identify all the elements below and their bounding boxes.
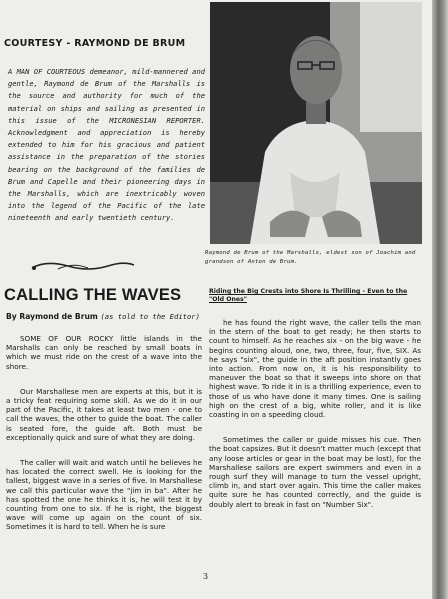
page-binding-edge [432,0,448,599]
page-number: 3 [203,572,209,581]
courtesy-heading: COURTESY - RAYMOND DE BRUM [4,38,186,49]
intro-paragraph: A MAN OF COURTEOUS demeanor, mild-mannered and gentle, Raymond de Brum of the Marshalls is the source and authority for much of the material on ships and sailing as presented in this issue of the MICRONESIAN REPORTER. Acknowledgment and appreciation is hereby extended to him for his gracious and patient assistance in the preparation of the stories bearing on the background of the families de Brum and Capelle and their pioneering days in the Marshalls, which are inextricably woven into the legend of the Pacific of the late nineteenth and early twentieth century. [8,67,205,223]
article-headline: CALLING THE WAVES [4,286,182,304]
portrait-photo [210,2,422,244]
paragraph: The caller will wait and watch until he believes he has located the correct swell. He is looking for the tallest, biggest wave in a series of five. In Marshallese we call this particular wave the "jim in ba". After he has spotted the one he thinks it is, he will test it by counting from one to six. If he is right, the biggest wave will come up again on the count of six. Sometimes it is hard to tell. When he is sure [6,458,202,532]
byline-note: (as told to the Editor) [100,312,200,321]
paragraph: SOME OF OUR ROCKY little islands in the Marshalls can only be reached by small boats in which we must ride on the crest of a wave into the shore. [6,334,202,371]
section-subhead: Riding the Big Crests into Shore Is Thrilling - Even to the "Old Ones" [209,288,408,303]
portrait-illustration [210,2,422,244]
paragraph: Our Marshallese men are experts at this, but it is a tricky feat requiring some skill. As we do it in our part of the Pacific, it takes at least two men - one to call the waves, the other to guide the boat. The caller is seated fore, the guide aft. Both must be exceptionally quick and sure of what they are doing. [6,386,202,442]
paragraph: he has found the right wave, the caller tells the man in the stern of the boat to get ready; he then starts to count to himself. As he reaches six - on the big wave - he begins counting aloud, one, two, three, four, five, SIX. As he says "six", the guide in the aft position instantly goes into action. From now on, it is his responsibility to maneuver the boat so that it sweeps into shore on that highest wave. To ride it in is a thrilling experience, even to those of us who have done it many times. One is sailing high on the crest of a big, white roller, and it is like coasting in on a speeding cloud. [209,318,421,420]
byline-author: By Raymond de Brum [6,312,98,321]
wave-ornament-icon [28,256,138,276]
paragraph: Sometimes the caller or guide misses his cue. Then the boat capsizes. But it doesn't matter much (except that any loose articles or gear in the boat may be lost), for the Marshallese sailors are expert swimmers and even in a rough surf they will manage to turn the vessel upright, climb in, and start over again. This time the caller makes quite sure he has counted correctly, and the guide is doubly alert to break in fast on "Number Six". [209,435,421,509]
left-column [6,334,202,548]
byline [6,312,206,321]
photo-caption: Raymond de Brum of the Marshalls, eldest son of Joachim and grandson of Anton de Brum. [205,250,416,265]
right-column [209,318,421,525]
